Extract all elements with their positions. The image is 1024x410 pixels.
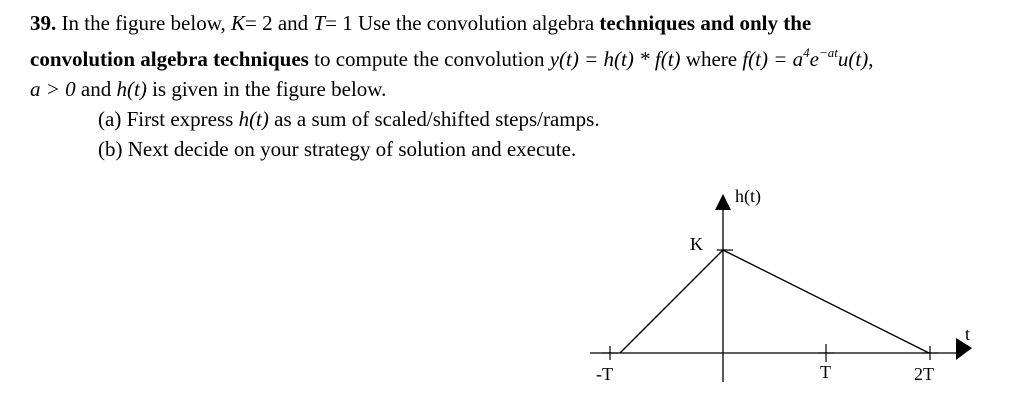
text: In the figure below, bbox=[61, 11, 226, 35]
problem-statement bbox=[30, 8, 1010, 164]
math-u: u(t) bbox=[837, 47, 869, 71]
problem-line-2 bbox=[30, 38, 1010, 74]
text: is given in the figure below. bbox=[152, 77, 387, 101]
tick-label-t: T bbox=[820, 362, 831, 382]
tick-label-neg-t: -T bbox=[596, 364, 613, 384]
math-eq: = 1 bbox=[325, 11, 353, 35]
h-of-t-figure bbox=[580, 180, 990, 402]
k-label: K bbox=[690, 234, 703, 254]
part-a bbox=[30, 104, 1010, 134]
part-label: (b) bbox=[98, 137, 123, 161]
math-k: K bbox=[231, 11, 246, 35]
text: as a sum of scaled/shifted steps/ramps. bbox=[274, 107, 600, 131]
superscript: 4 bbox=[803, 45, 810, 60]
tick-label-2t: 2T bbox=[914, 364, 934, 384]
text: Next decide on your strategy of solution and execute. bbox=[127, 137, 577, 161]
h-curve bbox=[620, 250, 929, 353]
bold-text: convolution algebra techniques bbox=[30, 47, 309, 71]
f-definition: f(t) = a bbox=[742, 47, 804, 71]
text: and bbox=[277, 11, 309, 35]
text: and bbox=[80, 77, 112, 101]
math-t: T bbox=[313, 11, 326, 35]
problem-line-1 bbox=[30, 8, 1010, 38]
text: to compute the convolution bbox=[314, 47, 545, 71]
math-e: e bbox=[809, 47, 819, 71]
bold-text: techniques and only the bbox=[599, 11, 812, 35]
x-axis-label: t bbox=[965, 324, 971, 344]
text: Use the convolution algebra bbox=[357, 11, 595, 35]
math-h: h(t) bbox=[238, 107, 269, 131]
math-condition: a > 0 bbox=[30, 77, 76, 101]
superscript: −at bbox=[819, 45, 838, 60]
y-axis-label: h(t) bbox=[735, 186, 761, 206]
text: First express bbox=[126, 107, 234, 131]
part-label: (a) bbox=[98, 107, 122, 131]
math-eq: = 2 bbox=[245, 11, 273, 35]
math-h: h(t) bbox=[116, 77, 147, 101]
text: where bbox=[685, 47, 738, 71]
problem-number: 39. bbox=[30, 11, 57, 35]
convolution-equation: y(t) = h(t) * f(t) bbox=[549, 47, 681, 71]
part-b bbox=[30, 134, 1010, 164]
text: , bbox=[868, 47, 874, 71]
problem-line-3 bbox=[30, 74, 1010, 104]
y-axis-arrow bbox=[715, 194, 731, 210]
